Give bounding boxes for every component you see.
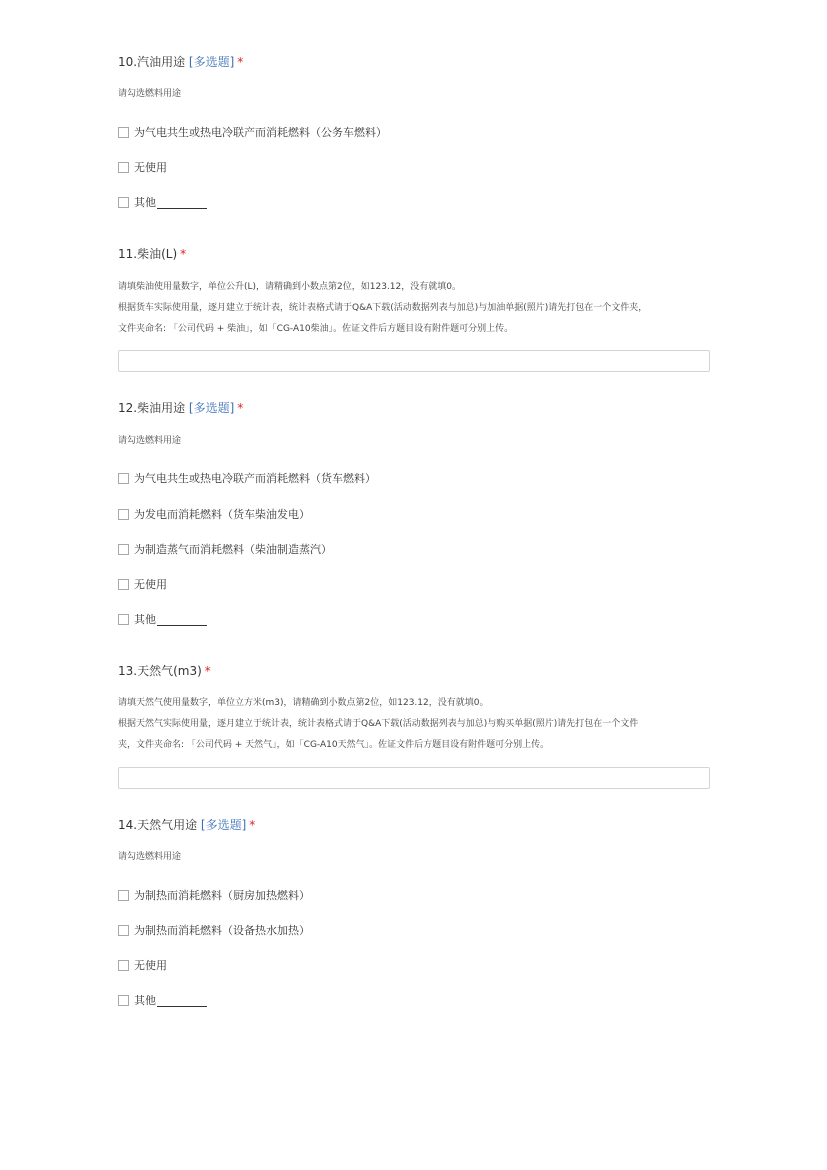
checkbox[interactable] bbox=[118, 579, 129, 590]
checkbox[interactable] bbox=[118, 995, 129, 1006]
diesel-amount-input[interactable] bbox=[118, 350, 710, 372]
checkbox[interactable] bbox=[118, 890, 129, 901]
option-none[interactable]: 无使用 bbox=[118, 957, 167, 973]
question-10 bbox=[118, 54, 710, 209]
question-title: 13.天然气(m3) * bbox=[118, 664, 211, 678]
checkbox[interactable] bbox=[118, 127, 129, 138]
option-other[interactable]: 其他 bbox=[118, 611, 207, 627]
other-fill-blank[interactable] bbox=[157, 994, 207, 1007]
required-mark: * bbox=[237, 401, 244, 415]
option-cogeneration[interactable]: 为气电共生或热电冷联产而消耗燃料（公务车燃料） bbox=[118, 124, 387, 140]
natural-gas-amount-input[interactable] bbox=[118, 767, 710, 789]
option-other[interactable]: 其他 bbox=[118, 992, 207, 1008]
required-mark: * bbox=[204, 664, 211, 678]
question-description: 请勾选燃料用途 bbox=[118, 89, 182, 99]
required-mark: * bbox=[249, 818, 256, 832]
question-title: 11.柴油(L) * bbox=[118, 247, 187, 261]
checkbox[interactable] bbox=[118, 544, 129, 555]
multi-select-tag: [多选题] bbox=[200, 818, 247, 832]
question-13 bbox=[118, 663, 710, 750]
question-14 bbox=[118, 817, 710, 1007]
question-12 bbox=[118, 400, 710, 626]
required-mark: * bbox=[237, 55, 244, 69]
option-other[interactable]: 其他 bbox=[118, 194, 207, 210]
question-description: 请勾选燃料用途 bbox=[118, 852, 182, 862]
checkbox[interactable] bbox=[118, 197, 129, 208]
question-title: 14.天然气用途 [多选题] * bbox=[118, 818, 256, 832]
question-11 bbox=[118, 246, 710, 334]
option-cogeneration[interactable]: 为气电共生或热电冷联产而消耗燃料（货车燃料） bbox=[118, 470, 376, 486]
multi-select-tag: [多选题] bbox=[188, 401, 235, 415]
checkbox[interactable] bbox=[118, 614, 129, 625]
option-none[interactable]: 无使用 bbox=[118, 159, 167, 175]
option-water-heating[interactable]: 为制热而消耗燃料（设备热水加热） bbox=[118, 922, 310, 938]
option-none[interactable]: 无使用 bbox=[118, 576, 167, 592]
other-fill-blank[interactable] bbox=[157, 613, 207, 626]
option-power-generation[interactable]: 为发电而消耗燃料（货车柴油发电） bbox=[118, 506, 310, 522]
checkbox[interactable] bbox=[118, 925, 129, 936]
option-steam[interactable]: 为制造蒸气而消耗燃料（柴油制造蒸汽） bbox=[118, 541, 332, 557]
checkbox[interactable] bbox=[118, 162, 129, 173]
question-title: 10.汽油用途 [多选题] * bbox=[118, 55, 244, 69]
option-kitchen-heating[interactable]: 为制热而消耗燃料（厨房加热燃料） bbox=[118, 887, 310, 903]
question-description: 请填天然气使用量数字，单位立方米(m3)，请精确到小数点第2位，如123.12，没有就填0。 根据天然气实际使用量，逐月建立于统计表，统计表格式请于Q&A下载(活动数据列表与加总)与购买单据(照片)请先打包在一个文件 夹，文件夹命名: 「公司代码 + 天然气」，如「CG-A10天然气」。佐证文件后方题目设有附件题可分别上传。 bbox=[118, 698, 639, 750]
question-description: 请勾选燃料用途 bbox=[118, 436, 182, 446]
multi-select-tag: [多选题] bbox=[188, 55, 235, 69]
other-fill-blank[interactable] bbox=[157, 196, 207, 209]
question-title: 12.柴油用途 [多选题] * bbox=[118, 401, 244, 415]
checkbox[interactable] bbox=[118, 473, 129, 484]
checkbox[interactable] bbox=[118, 960, 129, 971]
question-description: 请填柴油使用量数字，单位公升(L)，请精确到小数点第2位，如123.12，没有就填0。 根据货车实际使用量，逐月建立于统计表，统计表格式请于Q&A下载(活动数据列表与加总)与加油单据(照片)请先打包在一个文件夹， 文件夹命名: 「公司代码 + 柴油」，如「CG-A10柴油」。佐证文件后方题目设有附件题可分别上传。 bbox=[118, 282, 648, 334]
checkbox[interactable] bbox=[118, 509, 129, 520]
required-mark: * bbox=[180, 247, 187, 261]
